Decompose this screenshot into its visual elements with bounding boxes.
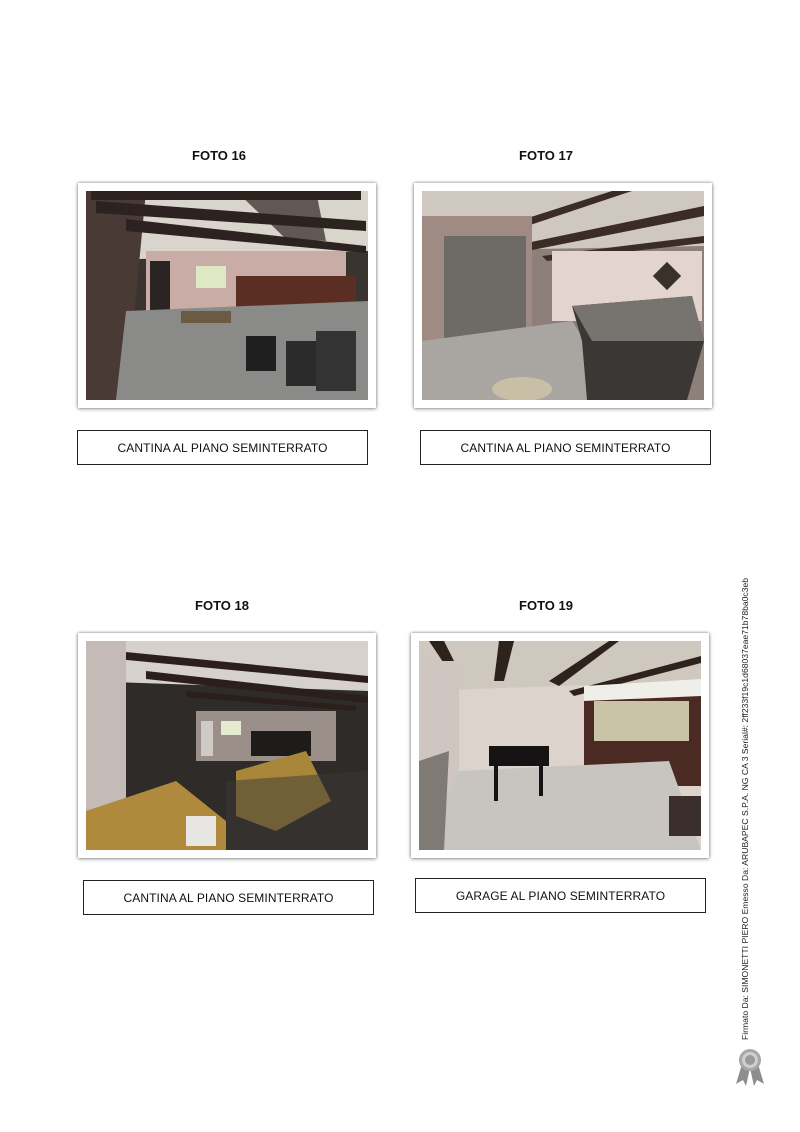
- photo-title-19: FOTO 19: [519, 598, 573, 613]
- photo-title-17: FOTO 17: [519, 148, 573, 163]
- certification-seal-icon: [732, 1046, 768, 1086]
- photo-title-18: FOTO 18: [195, 598, 249, 613]
- photo-title-16: FOTO 16: [192, 148, 246, 163]
- digital-signature-text: Firmato Da: SIMONETTI PIERO Emesso Da: ARUBAPEC S.P.A. NG CA 3 Serial#: 2ff233f19c1d68037eae71b78ba0c3eb: [740, 577, 750, 1040]
- photo-17: [414, 183, 712, 408]
- photo-19: [411, 633, 709, 858]
- photo-16: [78, 183, 376, 408]
- caption-18: CANTINA AL PIANO SEMINTERRATO: [83, 880, 374, 915]
- photo-18: [78, 633, 376, 858]
- caption-19: GARAGE AL PIANO SEMINTERRATO: [415, 878, 706, 913]
- caption-16: CANTINA AL PIANO SEMINTERRATO: [77, 430, 368, 465]
- caption-17: CANTINA AL PIANO SEMINTERRATO: [420, 430, 711, 465]
